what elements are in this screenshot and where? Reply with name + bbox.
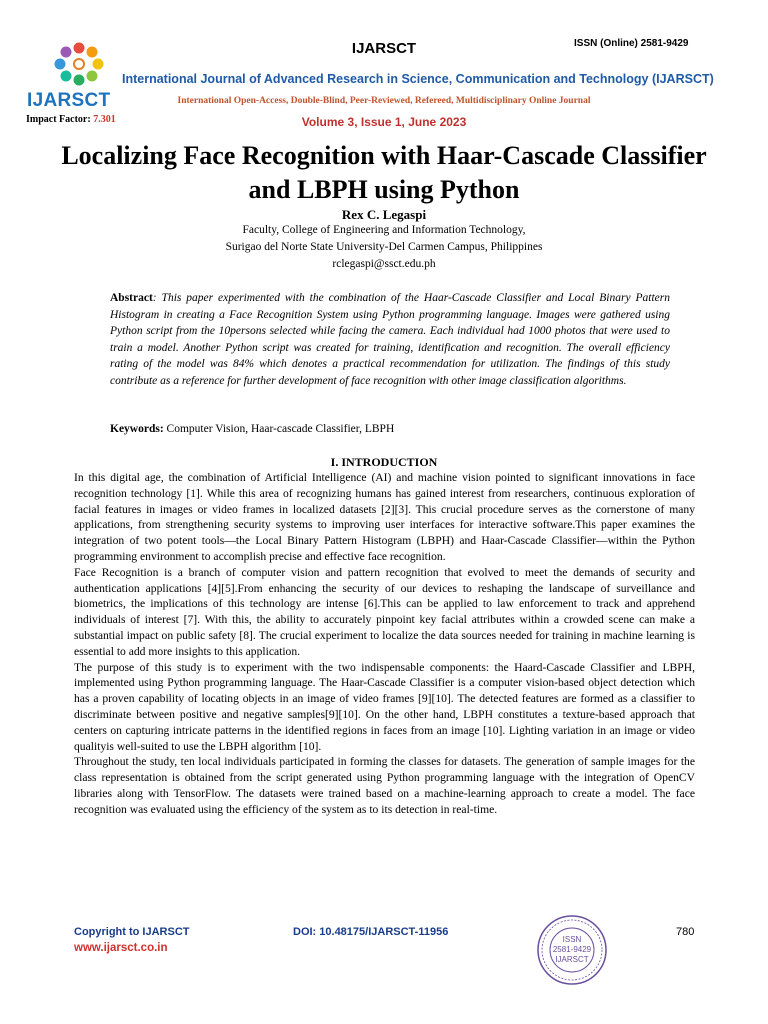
stamp-line-1: ISSN — [562, 935, 582, 944]
stamp-line-2: 2581-9429 — [552, 945, 592, 954]
website-link[interactable]: www.ijarsct.co.in — [74, 942, 168, 954]
copyright: Copyright to IJARSCT — [74, 926, 190, 938]
paragraph: In this digital age, the combination of Artificial Intelligence (AI) and machine vision pointed to significant innovations in face recognition technology [1]. While this area of recognizing humans has gained interest from researchers, continuous exploration of facial features in images or video frames in localized datasets [2][3]. This crucial procedure serves as the cornerstone of many applications, from strengthening security systems to improving user interfaces for interactive software.This paper examines the integration of two potent tools—the Local Binary Pattern Histogram (LBPH) and Haar-Cascade Classifier—within the Python programming environment to accomplish precise and effective face recognition. — [74, 471, 695, 563]
abstract-label: Abstract — [110, 292, 153, 304]
paragraph: Throughout the study, ten local individuals participated in forming the classes for datasets. The generation of sample images for the class representation is obtained from the script generated using Python programming language with the integration of OpenCV libraries along with TensorFlow. The datasets were trained based on a machine-learning approach to create a model. The face recognition was evaluated using the efficiency of the system as to its detection in real-time. — [74, 755, 695, 816]
page-number: 780 — [676, 926, 695, 938]
keywords-text: Computer Vision, Haar-cascade Classifier, LBPH — [163, 423, 395, 435]
stamp-line-3: IJARSCT — [555, 955, 589, 964]
affiliation-line-2: Surigao del Norte State University-Del Carmen Campus, Philippines — [225, 241, 543, 253]
abstract-text: : This paper experimented with the combination of the Haar-Cascade Classifier and Local Binary Pattern Histogram in creating a Face Recognition System using Python programming language. Images were gathered using Python script from the 10persons selected while facing the camera. Each individual had 1000 photos that were used to train a model. Another Python script was created for training, identification and recognition. The overall efficiency rating of the model was 84% which denotes a practical recommendation for utilization. The findings of this study contribute as a reference for further development of face recognition with other image classification algorithms. — [110, 292, 670, 387]
journal-abbreviation: IJARSCT — [351, 40, 417, 57]
keywords-label: Keywords: — [110, 423, 164, 435]
impact-factor-value: 7.301 — [93, 114, 116, 125]
paragraph: The purpose of this study is to experiment with the two indispensable components: the Haard-Cascade Classifier and LBPH, implemented using Python programming language. The Haar-Cascade Classifier is a computer vision-based object detection which has a proven capability of locating objects in an image of video frames [9][10]. The detected features are formed as a classifier to discriminate between positive and negative samples[9][10]. On the other hand, LBPH constitutes a texture-based approach that centers on capturing intricate patterns in the identified regions in faces from an image [10]. Lighting variation in an image or video qualityis well-suited to use the LBPH algorithm [10]. — [74, 660, 695, 753]
keywords — [110, 423, 394, 435]
issn-stamp-icon — [536, 914, 608, 986]
author-name: Rex C. Legaspi — [341, 207, 427, 222]
paper-title: Localizing Face Recognition with Haar-Cascade Classifier and LBPH using Python — [61, 141, 707, 204]
abstract — [110, 290, 670, 390]
paragraph: Face Recognition is a branch of computer vision and pattern recognition that evolved to meet the demands of security and authentication applications [4][5].From enhancing the security of our devices to reshaping the landscape of surveillance and biometrics, the implications of this technology are intense [6].This can be applied to law enforcement to track and apprehend individuals of interest [7]. With this, the ability to accurately pinpoint key facial attributes within a crowded scene can make a substantial impact on public safety [8]. The crucial experiment to localize the data sources needed for training in machine learning is essential to add more insights to this application. — [74, 565, 695, 658]
doi: DOI: 10.48175/IJARSCT-11956 — [293, 926, 449, 938]
issn: ISSN (Online) 2581-9429 — [574, 38, 689, 49]
volume-issue: Volume 3, Issue 1, June 2023 — [301, 115, 467, 129]
author-email: rclegaspi@ssct.edu.ph — [332, 258, 436, 270]
section-heading: I. INTRODUCTION — [330, 455, 438, 469]
affiliation-line-1: Faculty, College of Engineering and Information Technology, — [242, 224, 526, 236]
introduction-body — [74, 470, 695, 818]
journal-name: International Journal of Advanced Research in Science, Communication and Technology (IJARSCT) — [122, 72, 714, 86]
journal-tagline: International Open-Access, Double-Blind, Peer-Reviewed, Refereed, Multidisciplinary Online Journal — [177, 96, 591, 106]
logo-text: IJARSCT — [27, 90, 111, 111]
impact-factor-label: Impact Factor: — [26, 114, 91, 125]
